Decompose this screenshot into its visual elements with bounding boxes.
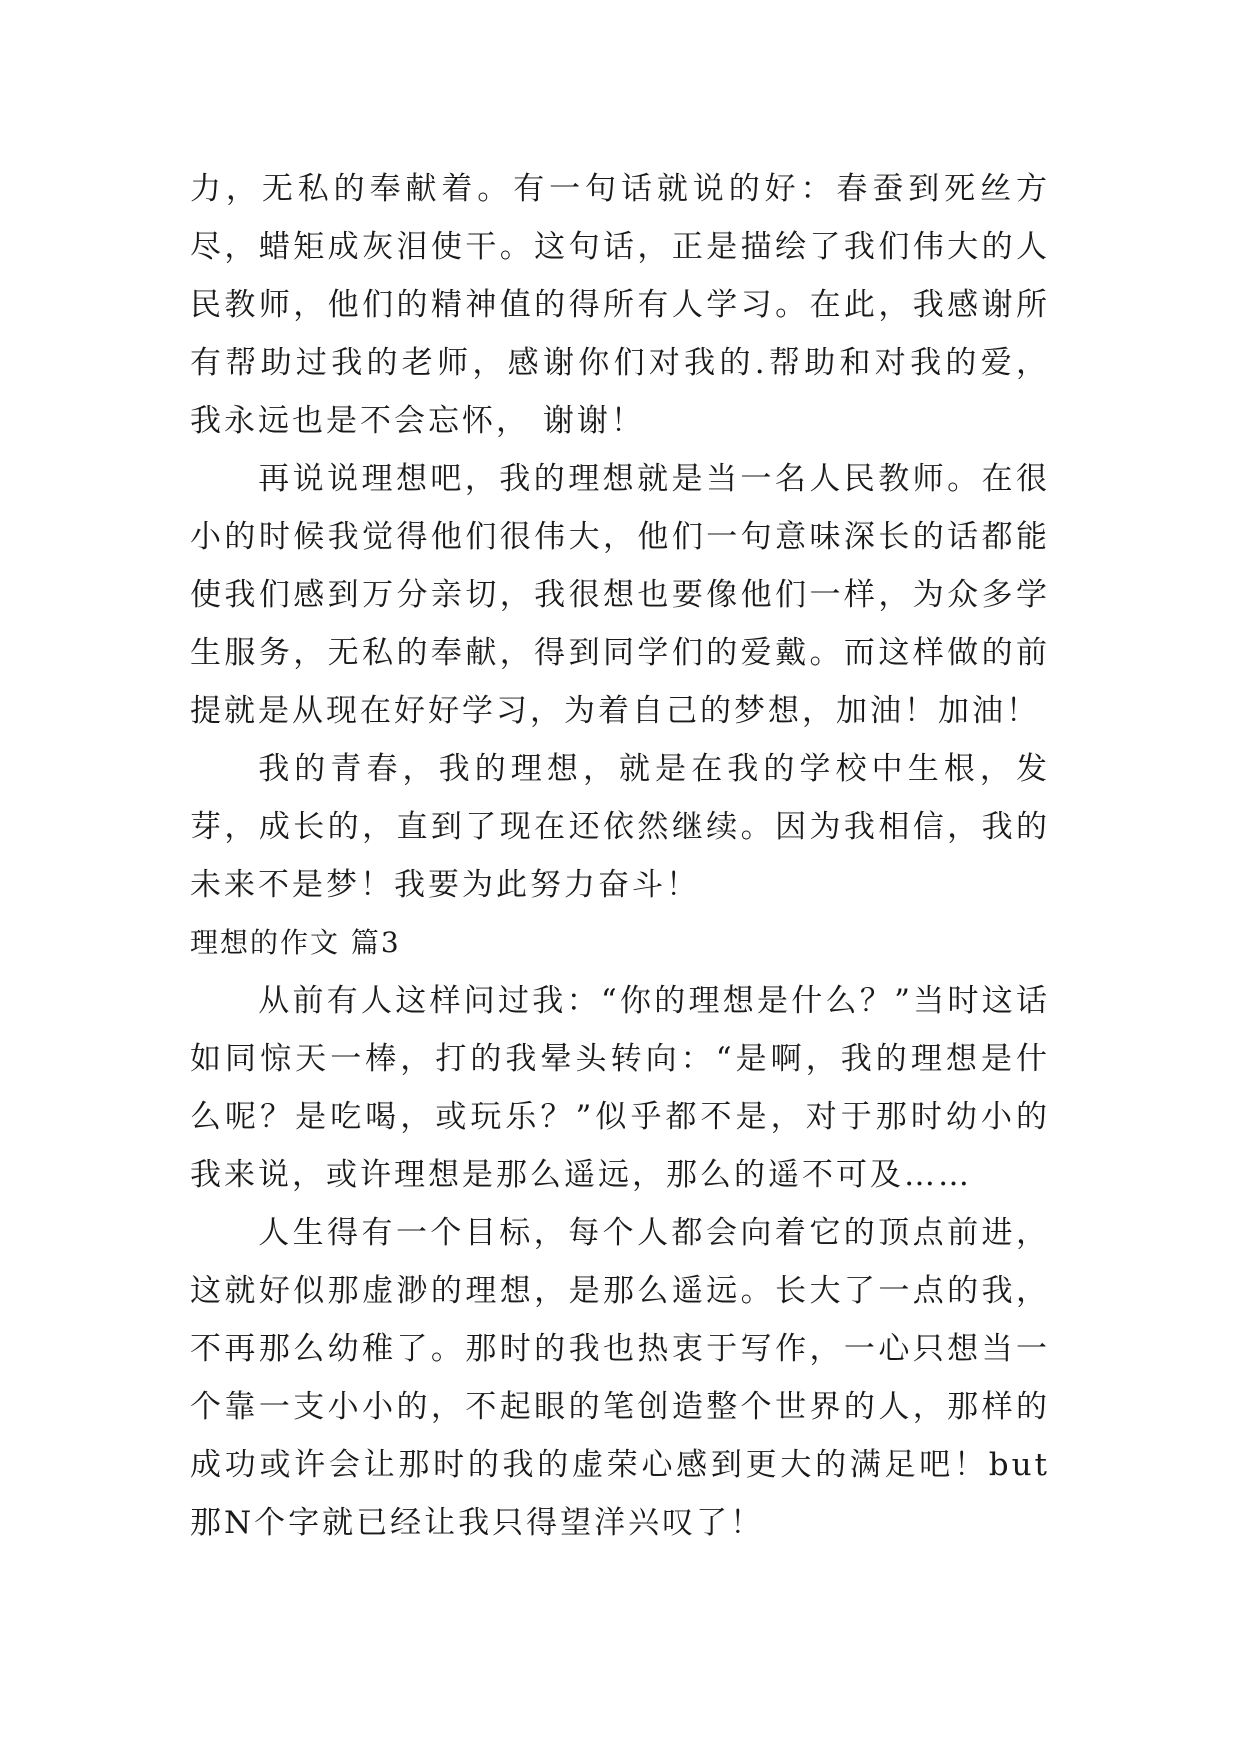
document-body	[190, 160, 1050, 1552]
section-heading: 理想的作文 篇3	[190, 926, 401, 959]
section-paragraph-2: 人生得有一个目标，每个人都会向着它的顶点前进，这就好似那虚渺的理想，是那么遥远。长大了一点的我，不再那么幼稚了。那时的我也热衷于写作，一心只想当一个靠一支小小的，不起眼的笔创造整个世界的人，那样的成功或许会让那时的我的虚荣心感到更大的满足吧！but那N个字就已经让我只得望洋兴叹了！	[190, 1215, 1050, 1541]
paragraph-3: 我的青春，我的理想，就是在我的学校中生根，发芽，成长的，直到了现在还依然继续。因为我相信，我的未来不是梦！我要为此努力奋斗！	[190, 751, 1050, 903]
paragraph-2: 再说说理想吧，我的理想就是当一名人民教师。在很小的时候我觉得他们很伟大，他们一句意味深长的话都能使我们感到万分亲切，我很想也要像他们一样，为众多学生服务，无私的奉献，得到同学们的爱戴。而这样做的前提就是从现在好好学习，为着自己的梦想，加油！加油！	[190, 461, 1050, 729]
section-paragraph-1: 从前有人这样问过我：“你的理想是什么？”当时这话如同惊天一棒，打的我晕头转向：“是啊，我的理想是什么呢？是吃喝，或玩乐？”似乎都不是，对于那时幼小的我来说，或许理想是那么遥远，那么的遥不可及……	[190, 983, 1050, 1193]
paragraph-1: 力，无私的奉献着。有一句话就说的好：春蚕到死丝方尽，蜡矩成灰泪使干。这句话，正是描绘了我们伟大的人民教师，他们的精神值的得所有人学习。在此，我感谢所有帮助过我的老师，感谢你们对我的.帮助和对我的爱，我永远也是不会忘怀， 谢谢！	[190, 171, 1050, 439]
